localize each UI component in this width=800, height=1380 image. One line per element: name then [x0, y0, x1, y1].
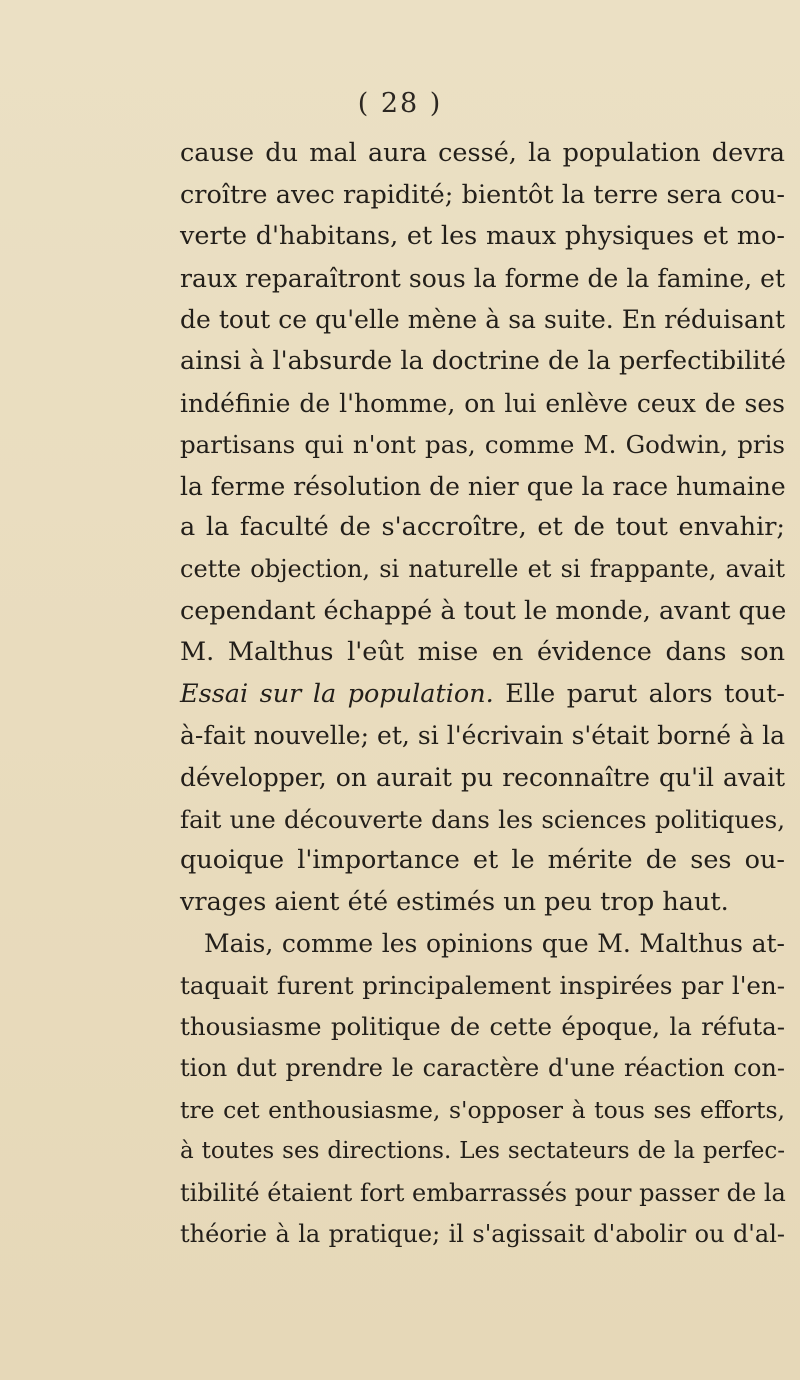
text-line: indéfinie de l'homme, on lui enlève ceux de ses	[180, 388, 785, 418]
text-line: quoique l'importance et le mérite de ses ou-	[180, 845, 785, 876]
paragraph-start-line: Mais, comme les opinions que M. Malthus at-	[204, 929, 785, 959]
text-line: taquait furent principalement inspirées par l'en-	[180, 970, 785, 1000]
text-line: de tout ce qu'elle mène à sa suite. En réduisant	[180, 305, 785, 335]
text-fragment: Elle parut alors tout-	[493, 678, 785, 709]
text-line: tion dut prendre le caractère d'une réaction con-	[180, 1054, 785, 1083]
text-line: verte d'habitans, et les maux physiques et mo-	[180, 221, 785, 252]
text-line-with-title	[180, 674, 785, 716]
text-line: à toutes ses directions. Les sectateurs de la perfec-	[180, 1138, 785, 1165]
text-line: partisans qui n'ont pas, comme M. Godwin, pris	[180, 430, 785, 460]
text-line: ainsi à l'absurde la doctrine de la perfectibilité	[180, 345, 786, 376]
page-number: ( 28 )	[357, 88, 443, 119]
text-line: développer, on aurait pu reconnaître qu'il avait	[180, 762, 785, 792]
text-line: à-fait nouvelle; et, si l'écrivain s'était borné à la	[180, 721, 785, 751]
text-line: la ferme résolution de nier que la race humaine	[180, 471, 786, 501]
text-line: cependant échappé à tout le monde, avant que	[180, 595, 787, 626]
text-line: cause du mal aura cessé, la population devra	[180, 138, 785, 168]
text-line: raux reparaîtront sous la forme de la famine, et	[180, 263, 785, 293]
text-line: tre cet enthousiasme, s'opposer à tous ses efforts,	[180, 1095, 785, 1124]
text-line: M. Malthus l'eût mise en évidence dans son	[180, 637, 785, 668]
text-line: tibilité étaient fort embarrassés pour passer de la	[180, 1178, 786, 1207]
text-line: a la faculté de s'accroître, et de tout envahir;	[180, 512, 785, 543]
book-title-italic: Essai sur la population.	[180, 678, 494, 709]
text-line: croître avec rapidité; bientôt la terre sera cou-	[180, 179, 785, 210]
text-line: cette objection, si naturelle et si frappante, avait	[180, 554, 785, 583]
paragraph-end-line: vrages aient été estimés un peu trop haut.	[180, 886, 729, 917]
text-line: théorie à la pratique; il s'agissait d'abolir ou d'al-	[180, 1220, 785, 1249]
body-text	[180, 133, 785, 1256]
text-line: thousiasme politique de cette époque, la réfuta-	[180, 1012, 785, 1042]
text-line: fait une découverte dans les sciences politiques,	[180, 804, 785, 834]
